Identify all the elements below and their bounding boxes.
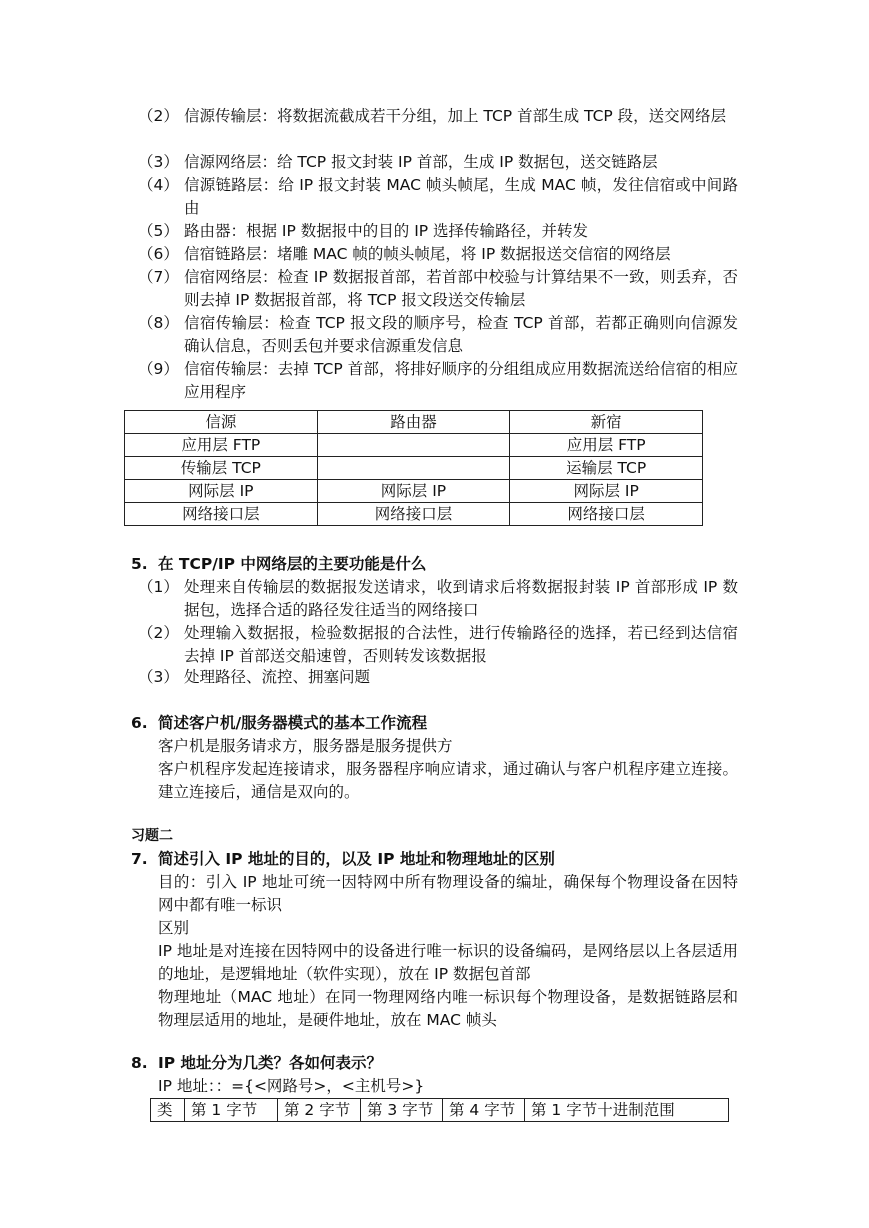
table-row <box>125 480 703 503</box>
ip-class-table <box>150 1098 729 1122</box>
list-item-text: 信宿传输层：去掉 TCP 首部，将排好顺序的分组组成应用数据流送给信宿的相应应用程序 <box>184 360 738 401</box>
question-number: 5. <box>131 555 148 573</box>
paragraph: IP 地址是对连接在因特网中的设备进行唯一标识的设备编码，是网络层以上各层适用的地址，是逻辑地址（软件实现），放在 IP 数据包首部 <box>158 942 738 983</box>
list-item <box>138 622 738 668</box>
question-title: 简述引入 IP 地址的目的，以及 IP 地址和物理地址的区别 <box>158 850 555 868</box>
table-cell: 网络接口层 <box>125 503 318 526</box>
list-item-text: 处理输入数据报，检验数据报的合法性，进行传输路径的选择，若已经到达信宿去掉 IP 首部送交船速曾，否则转发该数据报 <box>184 624 738 665</box>
table-header-cell: 第 3 字节 <box>361 1099 443 1122</box>
list-item-number: （7） <box>138 268 179 286</box>
list-item-number: （2） <box>138 107 179 125</box>
protocol-layers-table <box>124 410 703 526</box>
table-cell: 网际层 IP <box>510 480 703 503</box>
list-item <box>138 243 738 266</box>
table-header-cell: 第 4 字节 <box>443 1099 525 1122</box>
list-item-text: 处理路径、流控、拥塞问题 <box>184 668 371 686</box>
list-item-number: （2） <box>138 624 179 642</box>
table-header-cell: 路由器 <box>317 411 510 434</box>
table-header-cell: 第 2 字节 <box>278 1099 361 1122</box>
paragraph: 区别 <box>158 919 190 937</box>
list-item-number: （3） <box>138 153 179 171</box>
table-row <box>125 434 703 457</box>
table-cell: 运输层 TCP <box>510 457 703 480</box>
list-item <box>138 174 738 220</box>
table-cell: 网络接口层 <box>510 503 703 526</box>
table-row <box>151 1099 729 1122</box>
list-item-number: （5） <box>138 222 179 240</box>
table-cell: 网际层 IP <box>317 480 510 503</box>
table-cell: 传输层 TCP <box>125 457 318 480</box>
paragraph: 客户机程序发起连接请求，服务器程序响应请求，通过确认与客户机程序建立连接。建立连接后，通信是双向的。 <box>158 760 738 801</box>
list-item-text: 信源网络层：给 TCP 报文封装 IP 首部，生成 IP 数据包，送交链路层 <box>184 153 658 171</box>
table-header-cell: 类 <box>151 1099 185 1122</box>
question-title: 简述客户机/服务器模式的基本工作流程 <box>158 714 428 732</box>
table-cell: 网络接口层 <box>317 503 510 526</box>
table-row <box>125 411 703 434</box>
list-item-number: （3） <box>138 668 179 686</box>
list-item <box>138 576 738 622</box>
table-row <box>125 503 703 526</box>
question-number: 7. <box>131 850 148 868</box>
list-item-number: （8） <box>138 314 179 332</box>
question-heading <box>131 1052 382 1075</box>
table-cell <box>317 457 510 480</box>
question-number: 8. <box>131 1054 148 1072</box>
question-title: 在 TCP/IP 中网络层的主要功能是什么 <box>158 555 427 573</box>
table-cell: 应用层 FTP <box>125 434 318 457</box>
paragraph: 物理地址（MAC 地址）在同一物理网络内唯一标识每个物理设备，是数据链路层和物理层适用的地址，是硬件地址，放在 MAC 帧头 <box>158 988 738 1029</box>
list-item <box>138 358 738 404</box>
question-heading <box>131 712 427 735</box>
table-row <box>125 457 703 480</box>
list-item-text: 处理来自传输层的数据报发送请求，收到请求后将数据报封装 IP 首部形成 IP 数据包，选择合适的路径发往适当的网络接口 <box>184 578 738 619</box>
list-item-text: 路由器：根据 IP 数据报中的目的 IP 选择传输路径，并转发 <box>184 222 589 240</box>
list-item-text: 信源传输层：将数据流截成若干分组，加上 TCP 首部生成 TCP 段，送交网络层 <box>184 107 727 125</box>
list-item-text: 信宿传输层：检查 TCP 报文段的顺序号，检查 TCP 首部，若都正确则向信源发确认信息，否则丢包并要求信源重发信息 <box>184 314 738 355</box>
list-item-number: （1） <box>138 578 179 596</box>
table-header-cell: 第 1 字节 <box>185 1099 278 1122</box>
list-item-text: 信源链路层：给 IP 报文封装 MAC 帧头帧尾，生成 MAC 帧，发往信宿或中间路由 <box>184 176 738 217</box>
table-cell: 应用层 FTP <box>510 434 703 457</box>
section-heading: 习题二 <box>131 828 173 844</box>
table-header-cell: 信源 <box>125 411 318 434</box>
table-cell <box>317 434 510 457</box>
list-item-text: 信宿网络层：检查 IP 数据报首部，若首部中校验与计算结果不一致，则丢弃，否则去掉 IP 数据报首部，将 TCP 报文段送交传输层 <box>184 268 738 309</box>
list-item-number: （6） <box>138 245 179 263</box>
list-item <box>138 151 738 174</box>
paragraph: 目的：引入 IP 地址可统一因特网中所有物理设备的编址，确保每个物理设备在因特网中都有唯一标识 <box>158 873 738 914</box>
list-item-number: （4） <box>138 176 179 194</box>
paragraph: 客户机是服务请求方，服务器是服务提供方 <box>158 737 453 755</box>
list-item-text: 信宿链路层：堵雕 MAC 帧的帧头帧尾，将 IP 数据报送交信宿的网络层 <box>184 245 671 263</box>
table-cell: 网际层 IP <box>125 480 318 503</box>
list-item <box>138 312 738 358</box>
question-heading <box>131 848 555 871</box>
list-item-number: （9） <box>138 360 179 378</box>
list-item <box>138 220 738 243</box>
question-number: 6. <box>131 714 148 732</box>
list-item <box>138 105 738 128</box>
ip-address-formula: IP 地址：：={<网路号>，<主机号>} <box>158 1077 425 1095</box>
question-heading <box>131 553 426 576</box>
table-header-cell: 新宿 <box>510 411 703 434</box>
table-header-cell: 第 1 字节十进制范围 <box>525 1099 729 1122</box>
list-item <box>138 666 738 689</box>
list-item <box>138 266 738 312</box>
question-title: IP 地址分为几类？各如何表示？ <box>158 1054 383 1072</box>
